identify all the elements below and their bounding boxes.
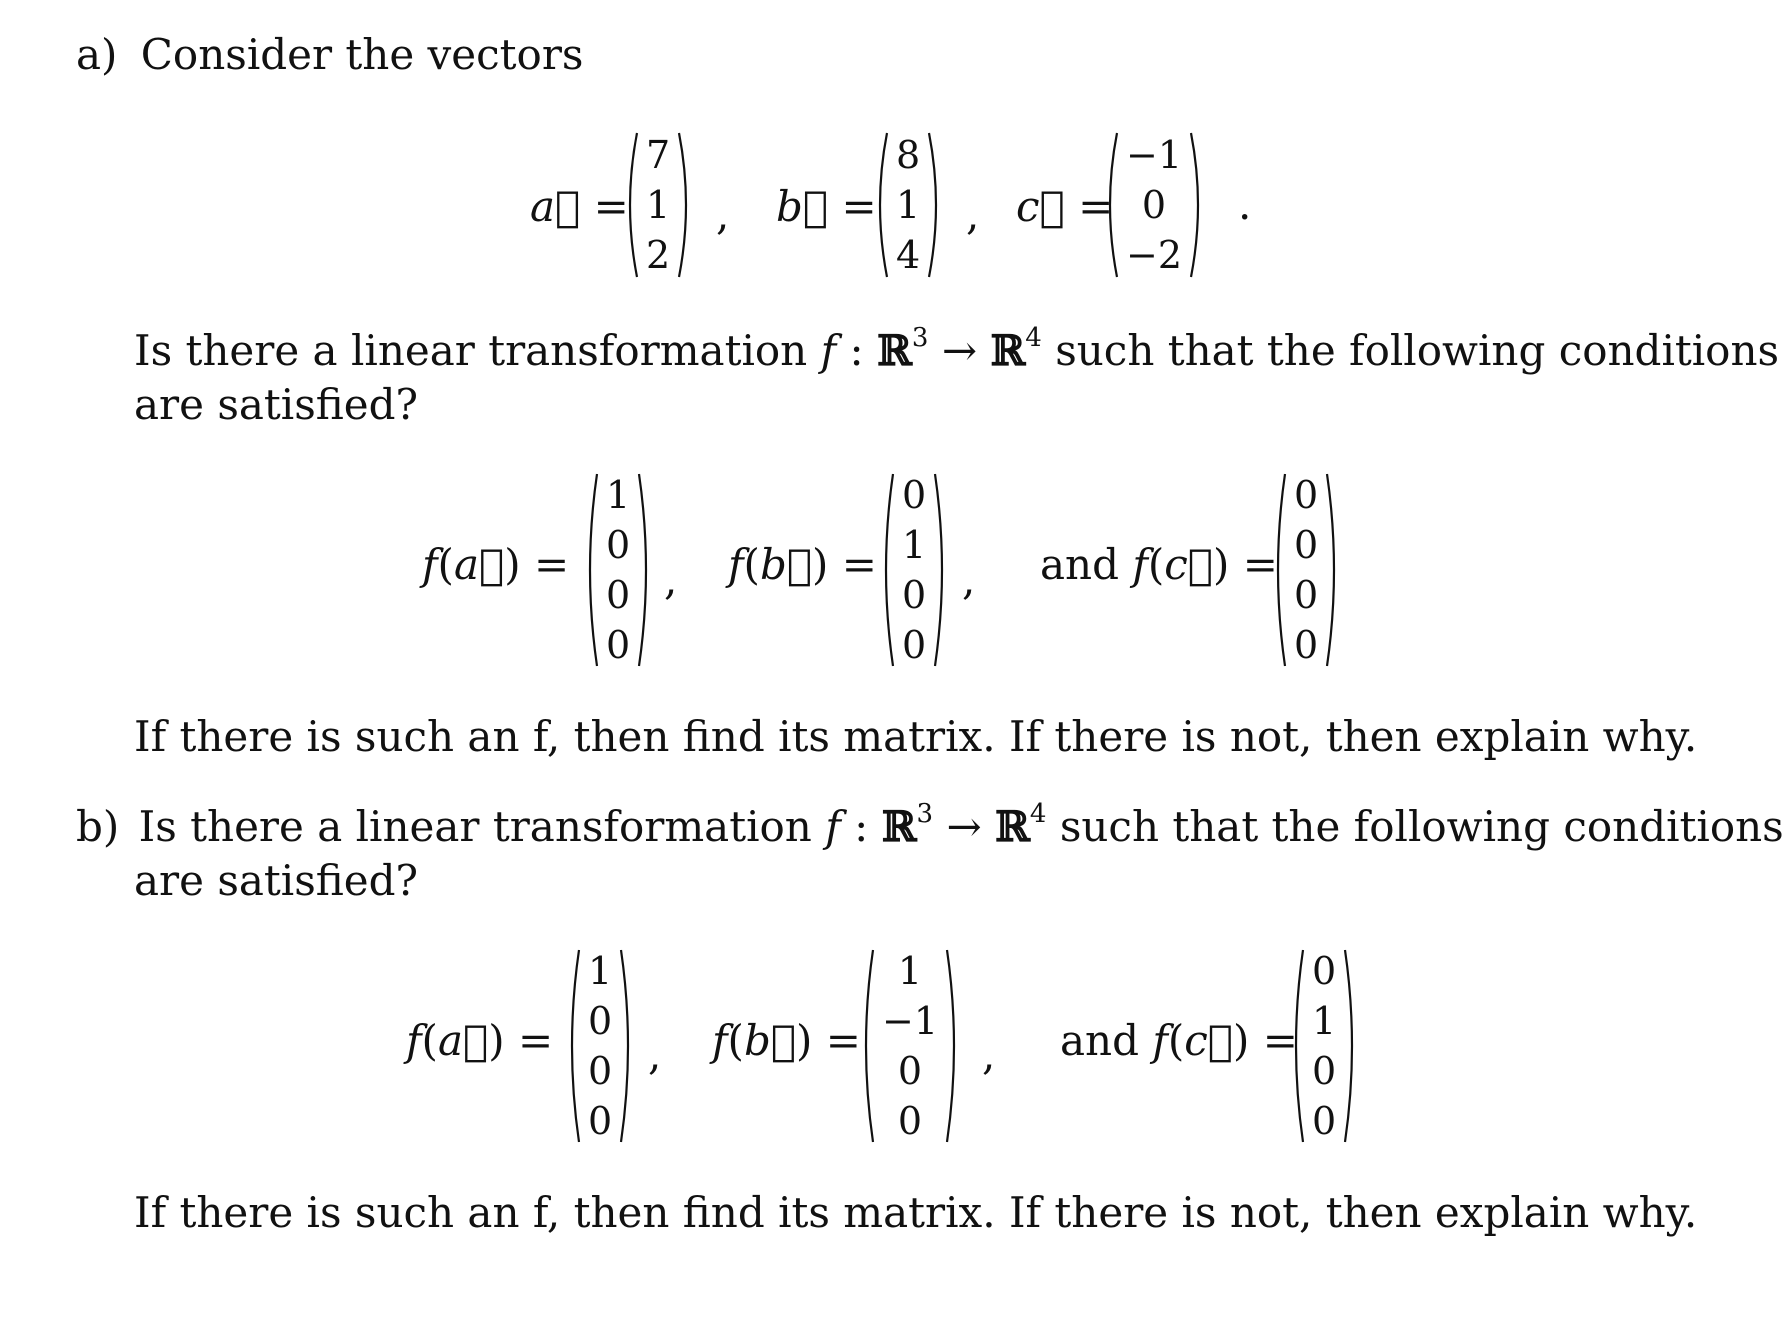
f-of-c-label: and f(c⃗) =: [1040, 540, 1278, 589]
f-of-c-label: and f(c⃗) =: [1060, 1016, 1298, 1065]
f-of-b-label: f(b⃗) =: [712, 1016, 861, 1065]
right-paren: [932, 470, 952, 670]
f-of-a-label: f(a⃗) =: [422, 540, 570, 589]
vector-entries: [896, 470, 932, 670]
f-of-a-label: f(a⃗) =: [406, 1016, 554, 1065]
vector-entry: 2: [646, 233, 671, 277]
part-b-label: b): [76, 802, 120, 851]
vector-entry: 1: [902, 523, 927, 567]
part-b-question-cont: are satisfied?: [134, 856, 419, 905]
part-a-intro: [76, 30, 583, 80]
left-paren: [876, 470, 896, 670]
f-of-b-vector: [856, 946, 964, 1146]
vector-entry: −1: [1126, 133, 1183, 177]
vector-a: [620, 130, 696, 280]
part-b-closing: If there is such an f, then find its matrix. If there is not, then explain why.: [134, 1188, 1698, 1237]
vector-entry: −2: [1126, 233, 1183, 277]
vector-entry: 1: [588, 949, 613, 993]
f-of-b-vector: [876, 470, 952, 670]
vector-entries: [1120, 130, 1188, 280]
left-paren: [1268, 470, 1288, 670]
vector-entry: 0: [1294, 473, 1319, 517]
comma: ,: [982, 1030, 996, 1079]
vector-entry: 0: [606, 573, 631, 617]
vector-entry: 1: [606, 473, 631, 517]
vector-entry: 4: [896, 233, 921, 277]
vector-c-label: c⃗ =: [1016, 182, 1114, 231]
part-b-question: b) Is there a linear transformation f : ℝ$^3$ → ℝ$^4$ such that the following conditions: [76, 799, 1784, 851]
right-paren: [676, 130, 696, 280]
vector-entries: [582, 946, 618, 1146]
vector-entry: 7: [646, 133, 671, 177]
vector-entry: 1: [896, 183, 921, 227]
vector-entry: 0: [1294, 623, 1319, 667]
part-a-question: Is there a linear transformation f : ℝ$^3$ → ℝ$^4$ such that the following conditions: [134, 323, 1780, 375]
vector-b-label: b⃗ =: [776, 182, 877, 231]
left-paren: [856, 946, 876, 1146]
vector-entry: 8: [896, 133, 921, 177]
comma: ,: [966, 190, 980, 239]
vector-entry: 0: [1294, 573, 1319, 617]
part-a-question-cont: are satisfied?: [134, 380, 419, 429]
vector-entry: 0: [897, 1049, 923, 1093]
vector-b: [870, 130, 946, 280]
vector-a-label: a⃗ =: [530, 182, 629, 231]
f-of-c-vector: [1286, 946, 1362, 1146]
right-paren: [618, 946, 638, 1146]
vector-entry: 1: [897, 949, 923, 993]
vector-entry: 0: [606, 523, 631, 567]
vector-entries: [890, 130, 926, 280]
right-paren: [944, 946, 964, 1146]
vector-entry: 0: [1312, 1099, 1337, 1143]
part-a-intro-text: Consider the vectors: [140, 30, 584, 79]
left-paren: [1286, 946, 1306, 1146]
period: .: [1238, 180, 1252, 229]
comma: ,: [962, 555, 976, 604]
vector-entry: 0: [902, 473, 927, 517]
f-of-b-label: f(b⃗) =: [728, 540, 877, 589]
vector-entries: [1288, 470, 1324, 670]
f-of-a-vector: [562, 946, 638, 1146]
vector-entry: 0: [902, 573, 927, 617]
vector-entries: [876, 946, 944, 1146]
left-paren: [870, 130, 890, 280]
left-paren: [1100, 130, 1120, 280]
right-paren: [1188, 130, 1208, 280]
right-paren: [1324, 470, 1344, 670]
vector-entry: 0: [1294, 523, 1319, 567]
left-paren: [580, 470, 600, 670]
vector-c: [1100, 130, 1208, 280]
vector-entry: 0: [902, 623, 927, 667]
part-a-closing: If there is such an f, then find its matrix. If there is not, then explain why.: [134, 712, 1698, 761]
vector-entry: 0: [897, 1099, 923, 1143]
vector-entries: [640, 130, 676, 280]
vector-entry: 1: [1312, 999, 1337, 1043]
vector-entry: 0: [1312, 1049, 1337, 1093]
vector-entries: [1306, 946, 1342, 1146]
part-a-label: a): [76, 30, 118, 79]
right-paren: [926, 130, 946, 280]
f-of-a-vector: [580, 470, 656, 670]
right-paren: [636, 470, 656, 670]
vector-entry: 0: [588, 999, 613, 1043]
f-of-c-vector: [1268, 470, 1344, 670]
vector-entry: 0: [1141, 183, 1167, 227]
vector-entries: [600, 470, 636, 670]
vector-entry: −1: [882, 999, 939, 1043]
comma: ,: [664, 555, 678, 604]
vector-entry: 0: [1312, 949, 1337, 993]
vector-entry: 0: [588, 1049, 613, 1093]
vector-entry: 1: [646, 183, 671, 227]
vector-entry: 0: [588, 1099, 613, 1143]
comma: ,: [716, 190, 730, 239]
left-paren: [620, 130, 640, 280]
left-paren: [562, 946, 582, 1146]
comma: ,: [648, 1030, 662, 1079]
vector-entry: 0: [606, 623, 631, 667]
right-paren: [1342, 946, 1362, 1146]
